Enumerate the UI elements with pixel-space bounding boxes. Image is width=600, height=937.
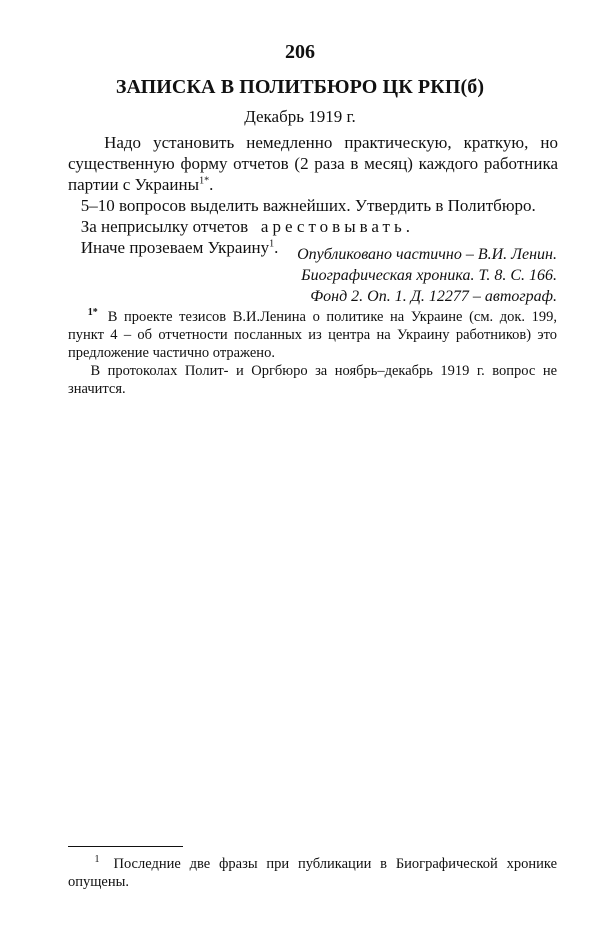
footnote: 1 Последние две фразы при публикации в Биографической хронике опущены.	[68, 854, 558, 890]
body-paragraph-1	[68, 132, 558, 195]
source-citation	[68, 244, 557, 286]
footnote-ref-1: 1	[269, 238, 275, 250]
body-paragraph-4-end: .	[274, 238, 279, 257]
body-paragraph-1-text: Надо установить немедленно практическую, краткую, но существенную форму отчетов (2 раза в месяц) каждого работника партии с Украины	[68, 133, 558, 194]
source-line-1: Опубликовано частично – В.И. Ленин.	[297, 246, 557, 263]
editorial-note-2-text: В протоколах Полит- и Оргбюро за ноябрь–декабрь 1919 г. вопрос не значится.	[68, 363, 558, 397]
footnote-ref-1star: 1*	[199, 175, 210, 187]
source-line-2: Биографическая хроника. Т. 8. С. 166.	[301, 267, 557, 284]
document-date: Декабрь 1919 г.	[244, 107, 356, 126]
footnote-divider	[68, 846, 183, 847]
editorial-note-2	[68, 362, 557, 398]
body-paragraph-2	[68, 195, 558, 216]
document-title: ЗАПИСКА В ПОЛИТБЮРО ЦК РКП(б)	[115, 76, 485, 98]
body-paragraph-2-text: 5–10 вопросов выделить важнейших. Утвердить в Политбюро.	[80, 196, 536, 215]
body-paragraph-1-end: .	[209, 175, 214, 194]
editorial-notes	[68, 308, 557, 398]
footnote-text: Последние две фразы при публикации в Биографической хронике опущены.	[68, 856, 558, 890]
document-body	[68, 132, 558, 258]
editorial-note-1-text: В проекте тезисов В.И.Ленина о политике на Украине (см. док. 199, пункт 4 – об отчетности посланных из центра на Украину работников) это предложение частично отражено.	[68, 309, 558, 361]
editorial-note-1: 1* В проекте тезисов В.И.Ленина о политике на Украине (см. док. 199, пункт 4 – об отчетности посланных из центра на Украину работников) это предложение частично отражено.	[68, 307, 558, 361]
page-number: 206	[285, 41, 315, 63]
body-paragraph-3-end: .	[405, 217, 410, 236]
body-paragraph-3	[68, 216, 558, 237]
body-paragraph-3-start: За неприсылку отчетов	[80, 217, 249, 236]
archive-reference: Фонд 2. Оп. 1. Д. 12277 – автограф.	[310, 288, 557, 305]
body-paragraph-3-spaced-word: арестовывать	[260, 217, 406, 236]
body-paragraph-4-text: Иначе прозеваем Украину	[80, 238, 270, 257]
